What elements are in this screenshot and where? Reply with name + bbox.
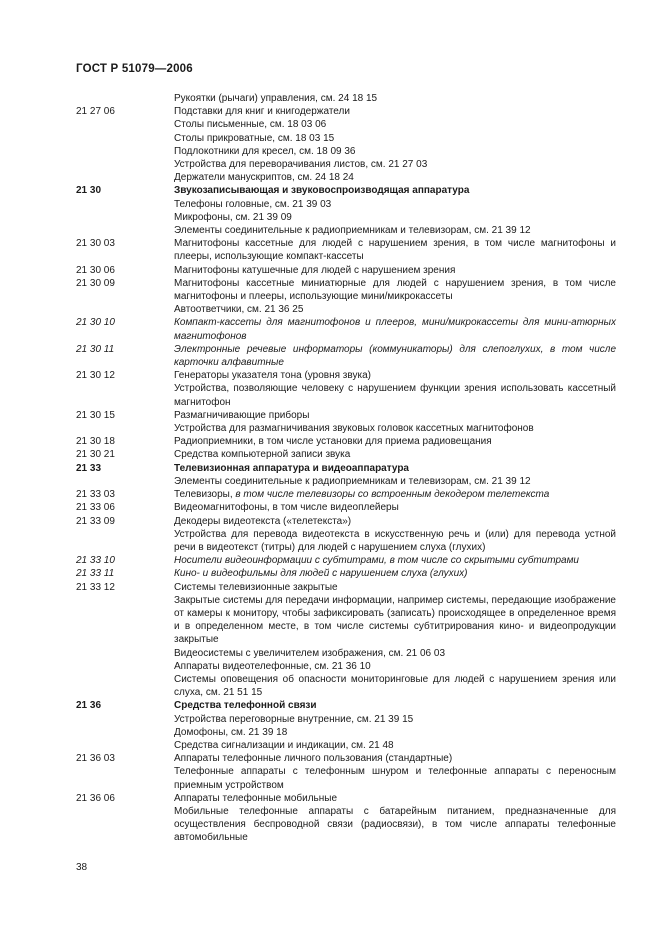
- entry-text: Средства телефонной связи: [174, 700, 317, 712]
- entry-row: [76, 765, 616, 791]
- entry-row: [76, 554, 616, 567]
- entry-row: [76, 184, 616, 197]
- entry-code: [76, 713, 174, 726]
- entry-code: [76, 158, 174, 171]
- entry-row: [76, 435, 616, 448]
- entry-row: [76, 132, 616, 145]
- entry-text: Электронные речевые информаторы (коммуникаторы) для слепоглухих, в том числе карточки алфавитные: [174, 343, 616, 369]
- entry-text: Средства компьютерной записи звука: [174, 449, 351, 461]
- entry-row: [76, 567, 616, 580]
- entry-code: 21 30 21: [76, 449, 115, 461]
- entry-row: [76, 528, 616, 554]
- entry-text: Телевизионная аппаратура и видеоаппаратура: [174, 462, 409, 474]
- entry-text: Телевизоры, в том числе телевизоры со встроенным декодером телетекста: [174, 489, 550, 501]
- entry-text: Устройства переговорные внутренние, см. 21 39 15: [174, 713, 414, 725]
- entry-text: Домофоны, см. 21 39 18: [174, 726, 288, 738]
- entry-row: [76, 158, 616, 171]
- entry-row: [76, 594, 616, 647]
- entry-code: 21 30 03: [76, 238, 115, 250]
- entry-text: Декодеры видеотекста («телетекста»): [174, 515, 352, 527]
- entry-code: 21 33 11: [76, 568, 115, 580]
- entry-code: [76, 303, 174, 316]
- entry-row: [76, 581, 616, 594]
- entry-code: [76, 132, 174, 145]
- entry-text: Столы прикроватные, см. 18 03 15: [174, 132, 335, 144]
- entry-text: Магнитофоны кассетные для людей с нарушением зрения, в том числе магнитофоны и плееры, использующие компакт-кассеты: [174, 238, 616, 263]
- entry-code: [76, 171, 174, 184]
- entry-text: Элементы соединительные к радиоприемникам и телевизорам, см. 21 39 12: [174, 225, 531, 237]
- entry-row: [76, 409, 616, 422]
- entry-code: 21 30 09: [76, 277, 115, 289]
- entry-text: Телефонные аппараты с телефонным шнуром и телефонные аппараты с переносным приемным устройством: [174, 766, 616, 791]
- entry-code: 21 27 06: [76, 106, 115, 118]
- entry-text: Магнитофоны кассетные миниатюрные для людей с нарушением зрения, в том числе магнитофоны и плееры, использующие мини/микрокассеты: [174, 277, 616, 303]
- entry-row: [76, 699, 616, 712]
- entry-row: [76, 713, 616, 726]
- entry-row: [76, 726, 616, 739]
- entry-row: [76, 171, 616, 184]
- entry-row: [76, 515, 616, 528]
- entry-text: Телефоны головные, см. 21 39 03: [174, 198, 332, 210]
- entry-code: [76, 739, 174, 752]
- entry-row: [76, 105, 616, 118]
- entry-code: 21 36 03: [76, 753, 115, 765]
- entry-code: [76, 382, 174, 408]
- entry-row: [76, 673, 616, 699]
- entry-text: Рукоятки (рычаги) управления, см. 24 18 15: [174, 93, 378, 104]
- entry-code: 21 36 06: [76, 792, 115, 804]
- entry-code: [76, 805, 174, 845]
- entry-code: 21 30: [76, 185, 102, 197]
- entry-text: Аппараты телефонные мобильные: [174, 792, 338, 804]
- entry-text: Устройства для размагничивания звуковых головок кассетных магнитофонов: [174, 423, 534, 435]
- entry-text: Системы телевизионные закрытые: [174, 581, 338, 593]
- entry-code: [76, 422, 174, 435]
- entry-code: [76, 765, 174, 791]
- entry-text: Столы письменные, см. 18 03 06: [174, 119, 327, 131]
- entry-code: 21 33 12: [76, 581, 115, 593]
- entry-text: Подлокотники для кресел, см. 18 09 36: [174, 145, 356, 157]
- entry-text: Средства сигнализации и индикации, см. 21 48: [174, 739, 394, 751]
- entry-row: [76, 343, 616, 369]
- entry-text: Закрытые системы для передачи информации, например системы, передающие изображение от камеры к монитору, чтобы зафиксировать (записать) происходящее в определенное время и в определенном месте, в том числе системы субтитрирования кино- и видеопродукции закрытые: [174, 594, 616, 646]
- entry-row: [76, 277, 616, 303]
- entry-row: [76, 739, 616, 752]
- entry-text: Носители видеоинформации с субтитрами, в том числе со скрытыми субтитрами: [174, 555, 579, 567]
- entry-row: [76, 660, 616, 673]
- entry-text: Размагничивающие приборы: [174, 409, 310, 421]
- entry-row: [76, 647, 616, 660]
- entry-code: 21 30 06: [76, 264, 115, 276]
- entry-text: Радиоприемники, в том числе установки для приема радиовещания: [174, 436, 492, 448]
- entry-row: [76, 92, 616, 105]
- entry-row: [76, 211, 616, 224]
- entry-code: [76, 726, 174, 739]
- entry-row: [76, 145, 616, 158]
- page-number: 38: [76, 862, 88, 873]
- entry-text: Видеосистемы с увеличителем изображения, см. 21 06 03: [174, 647, 446, 659]
- entry-code: [76, 647, 174, 660]
- entry-code: 21 36: [76, 700, 102, 712]
- entry-text: Кино- и видеофильмы для людей с нарушением слуха (глухих): [174, 568, 468, 580]
- entry-code: [76, 211, 174, 224]
- entry-text: Держатели манускриптов, см. 24 18 24: [174, 172, 354, 184]
- entry-text: Элементы соединительные к радиоприемникам и телевизорам, см. 21 39 12: [174, 475, 531, 487]
- document-header: ГОСТ Р 51079—2006: [76, 63, 193, 75]
- entry-code: 21 30 18: [76, 436, 115, 448]
- entry-row: [76, 316, 616, 342]
- entry-code: 21 33 09: [76, 515, 115, 527]
- entry-row: [76, 462, 616, 475]
- entry-text: Видеомагнитофоны, в том числе видеоплейеры: [174, 502, 399, 514]
- classification-entries: [76, 92, 616, 845]
- entry-row: [76, 422, 616, 435]
- entry-row: [76, 264, 616, 277]
- entry-code: 21 30 15: [76, 409, 115, 421]
- entry-code: 21 33 06: [76, 502, 115, 514]
- entry-text: Генераторы указателя тона (уровня звука): [174, 370, 371, 382]
- entry-text: Аппараты видеотелефонные, см. 21 36 10: [174, 660, 371, 672]
- entry-row: [76, 488, 616, 501]
- entry-code: [76, 198, 174, 211]
- entry-code: 21 30 12: [76, 370, 115, 382]
- entry-row: [76, 448, 616, 461]
- entry-row: [76, 118, 616, 131]
- entry-code: 21 33 10: [76, 555, 115, 567]
- entry-code: 21 33 03: [76, 489, 115, 501]
- entry-text: Устройства для переворачивания листов, см. 21 27 03: [174, 159, 428, 171]
- entry-row: [76, 752, 616, 765]
- entry-row: [76, 198, 616, 211]
- entry-code: [76, 92, 174, 105]
- entry-row: [76, 237, 616, 263]
- entry-row: [76, 792, 616, 805]
- entry-code: [76, 673, 174, 699]
- entry-text: Аппараты телефонные личного пользования (стандартные): [174, 753, 453, 765]
- entry-code: [76, 475, 174, 488]
- entry-text: Устройства, позволяющие человеку с нарушением функции зрения использовать кассетный магнитофон: [174, 383, 616, 408]
- entry-text: Подставки для книг и книгодержатели: [174, 106, 350, 118]
- entry-text: Системы оповещения об опасности мониторинговые для людей с нарушением зрения или слуха, см. 21 51 15: [174, 673, 616, 699]
- entry-text: Звукозаписывающая и звуковоспроизводящая аппаратура: [174, 185, 470, 197]
- entry-code: [76, 224, 174, 237]
- entry-code: 21 30 11: [76, 343, 115, 355]
- entry-code: [76, 118, 174, 131]
- entry-row: [76, 224, 616, 237]
- entry-text: Микрофоны, см. 21 39 09: [174, 211, 292, 223]
- entry-row: [76, 501, 616, 514]
- entry-code: [76, 145, 174, 158]
- entry-code: 21 30 10: [76, 317, 115, 329]
- entry-text: Компакт-кассеты для магнитофонов и плееров, мини/микрокассеты для мини-атюрных магнитофонов: [174, 317, 616, 342]
- entry-code: [76, 660, 174, 673]
- entry-text: Мобильные телефонные аппараты с батарейным питанием, предназначенные для осуществления беспроводной связи (радиосвязи), в том числе аппараты телефонные автомобильные: [174, 805, 616, 844]
- entry-text-italic: в том числе телевизоры со встроенным декодером телетекста: [235, 489, 550, 501]
- entry-row: [76, 303, 616, 316]
- entry-code: 21 33: [76, 462, 102, 474]
- entry-row: [76, 805, 616, 845]
- entry-text: Автоответчики, см. 21 36 25: [174, 304, 304, 316]
- entry-code: [76, 594, 174, 647]
- entry-text: Магнитофоны катушечные для людей с нарушением зрения: [174, 264, 456, 276]
- entry-row: [76, 475, 616, 488]
- entry-text: Устройства для перевода видеотекста в искусственную речь и (или) для перевода устной речи в видеотекст (титры) для людей с нарушением слуха (глухих): [174, 528, 616, 553]
- entry-row: [76, 382, 616, 408]
- entry-row: [76, 369, 616, 382]
- entry-code: [76, 528, 174, 554]
